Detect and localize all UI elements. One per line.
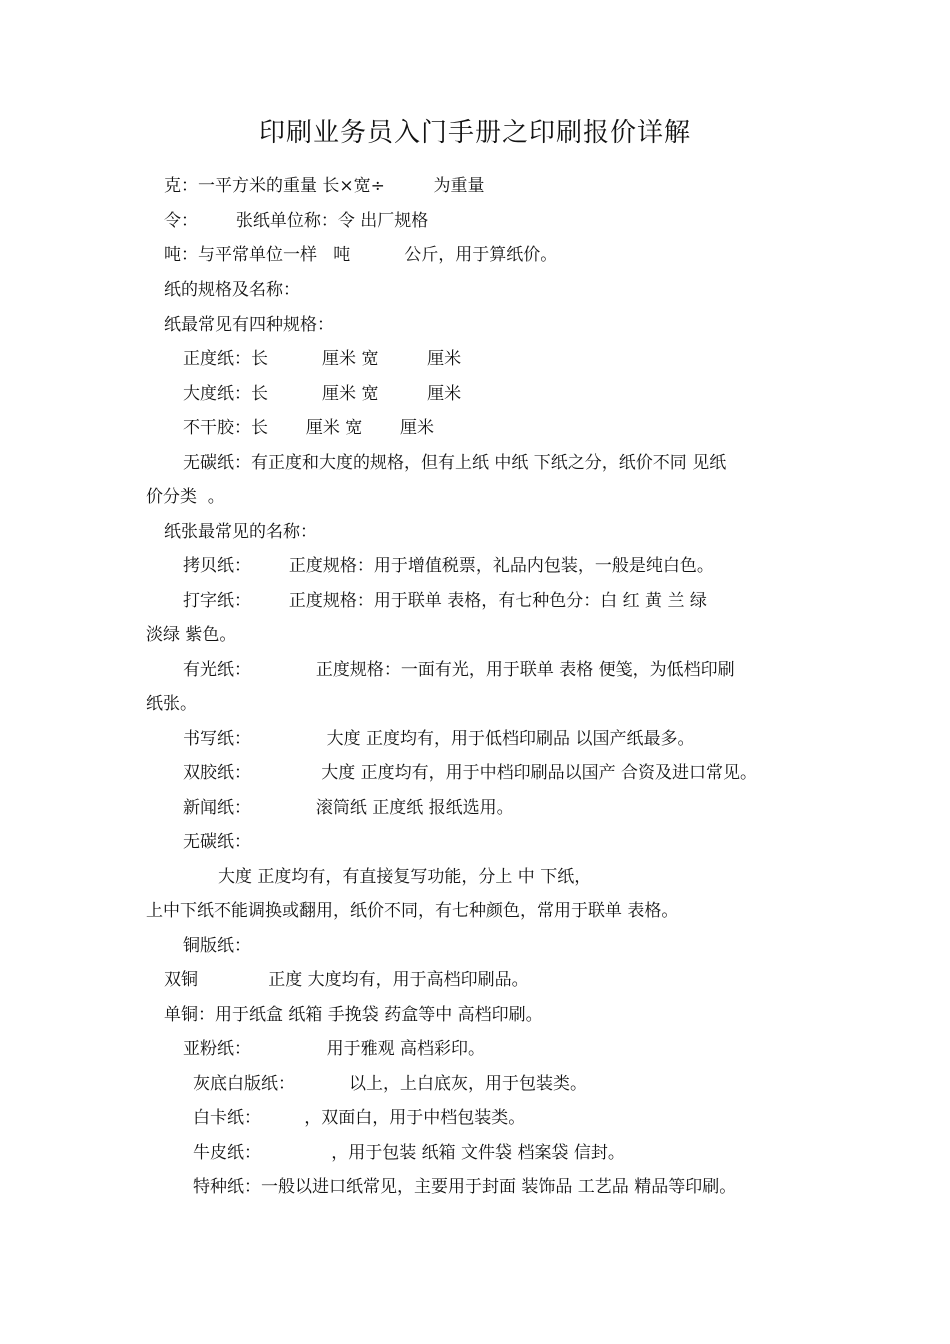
line-carbonless-heading: 无碳纸： [183,832,251,852]
line-paper-spec-heading: 纸的规格及名称： [164,280,300,300]
line-kraft-paper: 牛皮纸： ，用于包装 纸箱 文件袋 档案袋 信封。 [193,1143,625,1163]
document-title: 印刷业务员入门手册之印刷报价详解 [258,118,691,148]
line-glossy-paper-cont: 纸张。 [146,694,197,714]
line-glossy-paper: 有光纸： 正度规格：一面有光，用于联单 表格 便笺，为低档印刷 [183,660,735,680]
line-carbonless-desc-cont: 上中下纸不能调换或翻用，纸价不同，有七种颜色，常用于联单 表格。 [146,901,679,921]
line-specialty-paper: 特种纸：一般以进口纸常见，主要用于封面 装饰品 工艺品 精品等印刷。 [193,1177,737,1197]
line-ton-definition: 吨：与平常单位一样 吨 公斤，用于算纸价。 [164,245,558,265]
line-double-coated: 双铜 正度 大度均有，用于高档印刷品。 [164,970,529,990]
line-paper-names-heading: 纸张最常见的名称： [164,522,317,542]
line-carbonless-spec-cont: 价分类 。 [146,487,225,507]
line-four-specs: 纸最常见有四种规格： [164,315,334,335]
line-typing-paper: 打字纸： 正度规格：用于联单 表格，有七种色分：白 红 黄 兰 绿 [183,591,707,611]
line-offset-paper: 双胶纸： 大度 正度均有，用于中档印刷品以国产 合资及进口常见。 [183,763,758,783]
line-single-coated: 单铜：用于纸盒 纸箱 手挽袋 药盒等中 高档印刷。 [164,1005,543,1025]
line-dadu-spec: 大度纸：长 厘米 宽 厘米 [183,384,462,404]
line-sticker-spec: 不干胶：长 厘米 宽 厘米 [183,418,435,438]
line-matte-paper: 亚粉纸： 用于雅观 高档彩印。 [183,1039,486,1059]
line-zhengdu-spec: 正度纸：长 厘米 宽 厘米 [183,349,462,369]
line-grey-board: 灰底白版纸： 以上，上白底灰，用于包装类。 [193,1074,588,1094]
line-ream-definition: 令： 张纸单位称：令 出厂规格 [164,211,429,231]
line-typing-paper-cont: 淡绿 紫色。 [146,625,237,645]
line-carbonless-spec: 无碳纸：有正度和大度的规格，但有上纸 中纸 下纸之分，纸价不同 见纸 [183,453,727,473]
line-writing-paper: 书写纸： 大度 正度均有，用于低档印刷品 以国产纸最多。 [183,729,695,749]
line-newsprint: 新闻纸： 滚筒纸 正度纸 报纸选用。 [183,798,514,818]
line-gram-definition: 克：一平方米的重量 长×宽÷ 为重量 [164,176,485,196]
line-coated-paper-heading: 铜版纸： [183,936,251,956]
line-carbonless-desc: 大度 正度均有，有直接复写功能，分上 中 下纸， [218,867,592,887]
line-white-card: 白卡纸： ，双面白，用于中档包装类。 [193,1108,526,1128]
line-copy-paper: 拷贝纸： 正度规格：用于增值税票，礼品内包装，一般是纯白色。 [183,556,714,576]
